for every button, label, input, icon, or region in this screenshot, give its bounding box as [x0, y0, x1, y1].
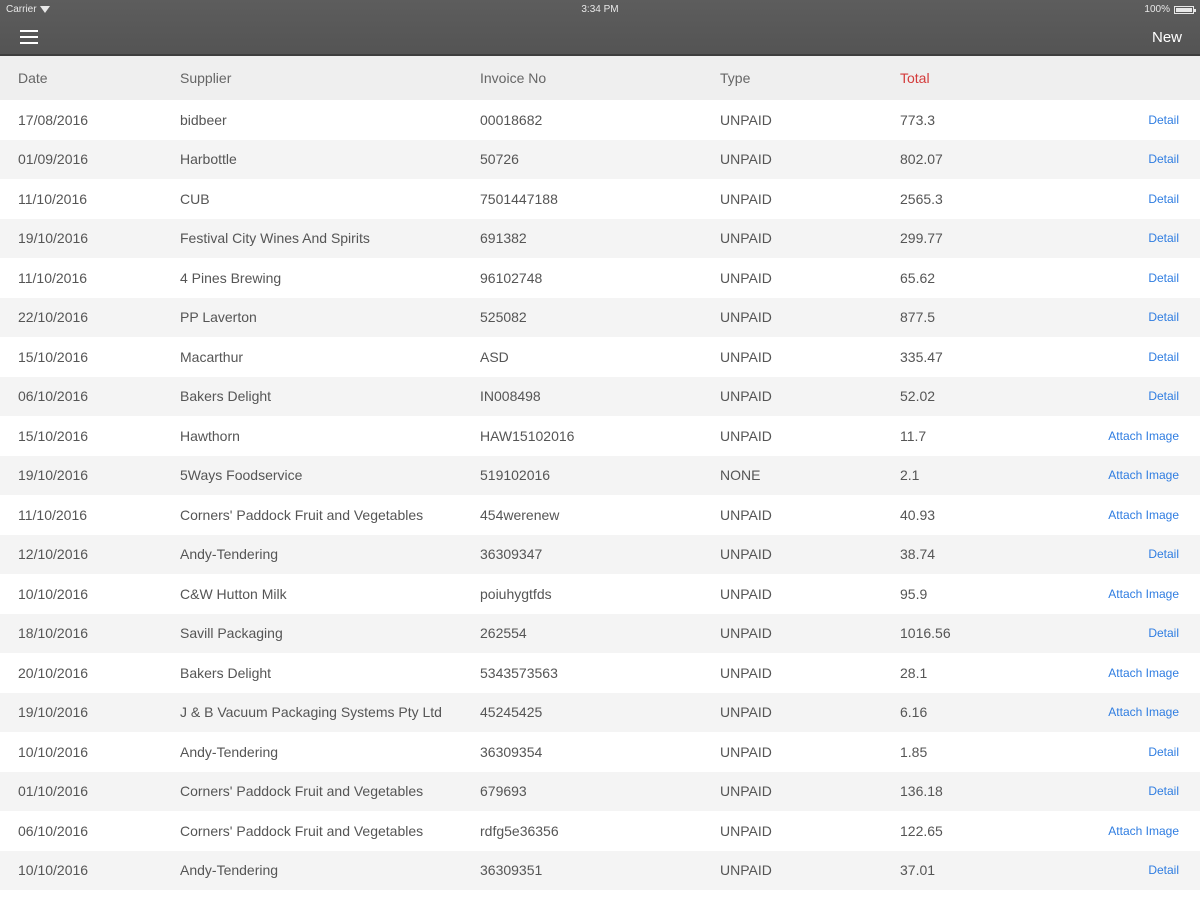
cell-supplier: PP Laverton: [180, 309, 257, 326]
cell-type: UNPAID: [720, 704, 772, 721]
cell-type: UNPAID: [720, 190, 772, 207]
cell-total: 122.65: [900, 822, 943, 839]
cell-total: 1016.56: [900, 625, 951, 642]
cell-type: UNPAID: [720, 427, 772, 444]
cell-supplier: Andy-Tendering: [180, 743, 279, 760]
header-supplier[interactable]: Supplier: [180, 70, 232, 86]
cell-invoice-no: 691382: [480, 230, 527, 247]
detail-link[interactable]: Detail: [1148, 310, 1179, 325]
table-row[interactable]: [0, 811, 1200, 851]
cell-date: 06/10/2016: [18, 822, 89, 839]
attach-image-link[interactable]: Attach Image: [1108, 665, 1179, 680]
cell-type: NONE: [720, 467, 761, 484]
cell-type: UNPAID: [720, 783, 772, 800]
battery-icon: [1174, 6, 1194, 14]
cell-supplier: Corners' Paddock Fruit and Vegetables: [180, 783, 424, 800]
hamburger-menu-icon[interactable]: [20, 30, 38, 44]
detail-link[interactable]: Detail: [1148, 231, 1179, 246]
cell-invoice-no: 36309347: [480, 546, 543, 563]
cell-supplier: CUB: [180, 190, 210, 207]
cell-invoice-no: 36309351: [480, 862, 543, 879]
cell-date: 11/10/2016: [18, 190, 88, 207]
attach-image-link[interactable]: Attach Image: [1108, 586, 1179, 601]
cell-supplier: C&W Hutton Milk: [180, 585, 287, 602]
cell-invoice-no: 7501447188: [480, 190, 558, 207]
cell-total: 65.62: [900, 269, 936, 286]
table-row[interactable]: [0, 574, 1200, 614]
cell-total: 6.16: [900, 704, 928, 721]
table-row[interactable]: [0, 693, 1200, 733]
detail-link[interactable]: Detail: [1148, 863, 1179, 878]
header-invoice-no[interactable]: Invoice No: [480, 70, 547, 86]
cell-date: 20/10/2016: [18, 664, 89, 681]
cell-supplier: J & B Vacuum Packaging Systems Pty Ltd: [180, 704, 442, 721]
detail-link[interactable]: Detail: [1148, 626, 1179, 641]
table-row[interactable]: [0, 219, 1200, 259]
detail-link[interactable]: Detail: [1148, 152, 1179, 167]
cell-total: 28.1: [900, 664, 928, 681]
cell-date: 10/10/2016: [18, 743, 89, 760]
cell-supplier: Festival City Wines And Spirits: [180, 230, 370, 247]
cell-supplier: Andy-Tendering: [180, 862, 279, 879]
cell-date: 12/10/2016: [18, 546, 89, 563]
table-row[interactable]: [0, 258, 1200, 298]
cell-total: 773.3: [900, 111, 936, 128]
battery-status: [1144, 4, 1194, 15]
cell-invoice-no: poiuhygtfds: [480, 585, 552, 602]
cell-date: 11/10/2016: [18, 269, 88, 286]
cell-type: UNPAID: [720, 230, 772, 247]
cell-invoice-no: rdfg5e36356: [480, 822, 559, 839]
cell-date: 19/10/2016: [18, 230, 89, 247]
cell-supplier: bidbeer: [180, 111, 227, 128]
cell-total: 2565.3: [900, 190, 943, 207]
table-row[interactable]: [0, 140, 1200, 180]
cell-type: UNPAID: [720, 546, 772, 563]
cell-total: 40.93: [900, 506, 936, 523]
cell-type: UNPAID: [720, 348, 772, 365]
cell-date: 15/10/2016: [18, 348, 89, 365]
attach-image-link[interactable]: Attach Image: [1108, 705, 1179, 720]
cell-supplier: 4 Pines Brewing: [180, 269, 282, 286]
cell-date: 01/09/2016: [18, 151, 89, 168]
cell-date: 18/10/2016: [18, 625, 89, 642]
cell-type: UNPAID: [720, 625, 772, 642]
detail-link[interactable]: Detail: [1148, 349, 1179, 364]
cell-supplier: Bakers Delight: [180, 664, 272, 681]
header-total[interactable]: Total: [900, 70, 930, 86]
cell-invoice-no: 50726: [480, 151, 519, 168]
detail-link[interactable]: Detail: [1148, 389, 1179, 404]
table-row[interactable]: [0, 179, 1200, 219]
cell-invoice-no: 96102748: [480, 269, 543, 286]
cell-total: 52.02: [900, 388, 936, 405]
table-header: [0, 56, 1200, 100]
cell-type: UNPAID: [720, 269, 772, 286]
cell-date: 10/10/2016: [18, 585, 89, 602]
cell-total: 2.1: [900, 467, 920, 484]
cell-type: UNPAID: [720, 664, 772, 681]
cell-supplier: Hawthorn: [180, 427, 240, 444]
table-row[interactable]: [0, 100, 1200, 140]
carrier-text: Carrier: [6, 4, 37, 15]
cell-type: UNPAID: [720, 309, 772, 326]
cell-date: 22/10/2016: [18, 309, 89, 326]
cell-invoice-no: 262554: [480, 625, 527, 642]
status-time: 3:34 PM: [581, 4, 619, 15]
table-row[interactable]: [0, 337, 1200, 377]
cell-supplier: Macarthur: [180, 348, 244, 365]
table-row[interactable]: [0, 653, 1200, 693]
cell-date: 19/10/2016: [18, 704, 89, 721]
cell-total: 1.85: [900, 743, 928, 760]
cell-type: UNPAID: [720, 822, 772, 839]
cell-date: 01/10/2016: [18, 783, 89, 800]
cell-supplier: Corners' Paddock Fruit and Vegetables: [180, 506, 424, 523]
cell-invoice-no: 454werenew: [480, 506, 560, 523]
table-row[interactable]: [0, 732, 1200, 772]
cell-date: 11/10/2016: [18, 506, 88, 523]
cell-type: UNPAID: [720, 151, 772, 168]
battery-percent: 100%: [1144, 4, 1170, 15]
cell-type: UNPAID: [720, 862, 772, 879]
table-row[interactable]: [0, 456, 1200, 496]
cell-supplier: 5Ways Foodservice: [180, 467, 303, 484]
detail-link[interactable]: Detail: [1148, 191, 1179, 206]
table-row[interactable]: [0, 614, 1200, 654]
header-date[interactable]: Date: [18, 70, 48, 86]
cell-invoice-no: 5343573563: [480, 664, 558, 681]
cell-date: 17/08/2016: [18, 111, 89, 128]
cell-total: 11.7: [900, 427, 927, 444]
cell-invoice-no: 00018682: [480, 111, 543, 128]
navigation-bar: [0, 0, 1200, 56]
detail-link[interactable]: Detail: [1148, 744, 1179, 759]
attach-image-link[interactable]: Attach Image: [1108, 507, 1179, 522]
detail-link[interactable]: Detail: [1148, 547, 1179, 562]
cell-date: 15/10/2016: [18, 427, 89, 444]
cell-type: UNPAID: [720, 388, 772, 405]
attach-image-link[interactable]: Attach Image: [1108, 428, 1179, 443]
cell-invoice-no: 519102016: [480, 467, 551, 484]
table-row[interactable]: [0, 772, 1200, 812]
cell-supplier: Savill Packaging: [180, 625, 283, 642]
cell-supplier: Andy-Tendering: [180, 546, 279, 563]
cell-total: 95.9: [900, 585, 928, 602]
cell-supplier: Corners' Paddock Fruit and Vegetables: [180, 822, 424, 839]
table-row[interactable]: [0, 416, 1200, 456]
cell-total: 802.07: [900, 151, 943, 168]
cell-type: UNPAID: [720, 506, 772, 523]
cell-supplier: Harbottle: [180, 151, 237, 168]
cell-total: 37.01: [900, 862, 936, 879]
cell-date: 10/10/2016: [18, 862, 89, 879]
cell-supplier: Bakers Delight: [180, 388, 272, 405]
attach-image-link[interactable]: Attach Image: [1108, 468, 1179, 483]
table-row[interactable]: [0, 377, 1200, 417]
cell-invoice-no: 679693: [480, 783, 527, 800]
cell-total: 335.47: [900, 348, 943, 365]
cell-date: 06/10/2016: [18, 388, 89, 405]
attach-image-link[interactable]: Attach Image: [1108, 823, 1179, 838]
status-bar: [0, 0, 1200, 20]
cell-date: 19/10/2016: [18, 467, 89, 484]
cell-type: UNPAID: [720, 111, 772, 128]
cell-total: 136.18: [900, 783, 943, 800]
cell-invoice-no: HAW15102016: [480, 427, 575, 444]
header-type[interactable]: Type: [720, 70, 751, 86]
cell-total: 38.74: [900, 546, 936, 563]
table-row[interactable]: [0, 535, 1200, 575]
table-row[interactable]: [0, 298, 1200, 338]
new-button[interactable]: New: [1151, 29, 1182, 46]
cell-invoice-no: 525082: [480, 309, 527, 326]
detail-link[interactable]: Detail: [1148, 270, 1179, 285]
cell-type: UNPAID: [720, 585, 772, 602]
cell-total: 877.5: [900, 309, 936, 326]
cell-type: UNPAID: [720, 743, 772, 760]
cell-invoice-no: 36309354: [480, 743, 543, 760]
table-row[interactable]: [0, 495, 1200, 535]
detail-link[interactable]: Detail: [1148, 784, 1179, 799]
cell-invoice-no: ASD: [480, 348, 509, 365]
detail-link[interactable]: Detail: [1148, 112, 1179, 127]
table-row[interactable]: [0, 851, 1200, 891]
cell-invoice-no: 45245425: [480, 704, 543, 721]
invoice-table-body: [0, 100, 1200, 890]
cell-total: 299.77: [900, 230, 943, 247]
cell-invoice-no: IN008498: [480, 388, 541, 405]
